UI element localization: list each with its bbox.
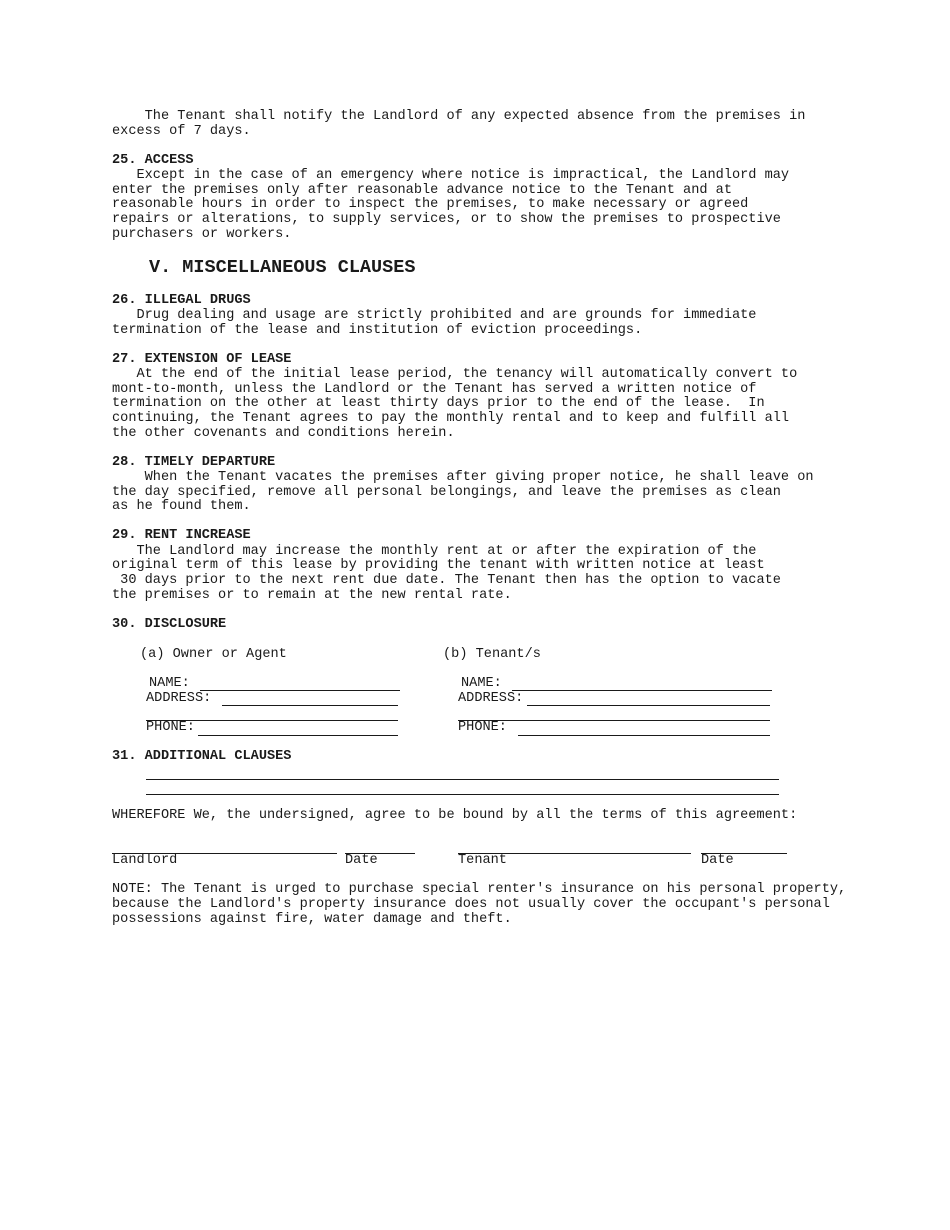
- insurance-note-line: NOTE: The Tenant is urged to purchase special renter's insurance on his personal property,: [112, 882, 847, 897]
- landlord-signature-label: Landlord: [112, 853, 178, 868]
- owner-address-field[interactable]: [222, 705, 398, 706]
- additional-clause-line-2[interactable]: [146, 794, 779, 795]
- insurance-note-line: because the Landlord's property insurance does not usually cover the occupant's personal: [112, 897, 830, 912]
- illegal-drugs-heading: 26. ILLEGAL DRUGS: [112, 293, 251, 308]
- extension-text-line: continuing, the Tenant agrees to pay the monthly rental and to keep and fulfill all: [112, 411, 790, 426]
- access-text-line: Except in the case of an emergency where notice is impractical, the Landlord may: [112, 168, 790, 183]
- tenant-name-label: NAME:: [461, 676, 502, 691]
- additional-clause-line-1[interactable]: [146, 779, 779, 780]
- section-title: V. MISCELLANEOUS CLAUSES: [149, 257, 416, 278]
- owner-phone-field[interactable]: [198, 735, 398, 736]
- absence-notice-line-2: excess of 7 days.: [112, 124, 251, 139]
- access-text-line: reasonable hours in order to inspect the premises, to make necessary or agreed: [112, 197, 749, 212]
- extension-heading: 27. EXTENSION OF LEASE: [112, 352, 292, 367]
- extension-text-line: termination on the other at least thirty days prior to the end of the lease. In: [112, 396, 765, 411]
- owner-address-label: ADDRESS:: [146, 691, 212, 706]
- tenant-date-label: Date: [701, 853, 734, 868]
- absence-notice-line-1: The Tenant shall notify the Landlord of any expected absence from the premises in: [112, 109, 806, 124]
- extension-text-line: At the end of the initial lease period, the tenancy will automatically convert to: [112, 367, 798, 382]
- owner-phone-label: PHONE:: [146, 720, 195, 735]
- access-heading: 25. ACCESS: [112, 153, 194, 168]
- disclosure-heading: 30. DISCLOSURE: [112, 617, 227, 632]
- tenant-label: (b) Tenant/s: [443, 647, 541, 662]
- rent-increase-text-line: The Landlord may increase the monthly rent at or after the expiration of the: [112, 544, 757, 559]
- owner-agent-label: (a) Owner or Agent: [140, 647, 287, 662]
- rent-increase-text-line: 30 days prior to the next rent due date. The Tenant then has the option to vacate: [112, 573, 781, 588]
- access-text-line: purchasers or workers.: [112, 227, 292, 242]
- extension-text-line: the other covenants and conditions herein.: [112, 426, 455, 441]
- rent-increase-text-line: the premises or to remain at the new rental rate.: [112, 588, 512, 603]
- departure-text-line: When the Tenant vacates the premises after giving proper notice, he shall leave on: [112, 470, 814, 485]
- owner-name-field[interactable]: [200, 690, 400, 691]
- illegal-drugs-text-line: termination of the lease and institution of eviction proceedings.: [112, 323, 643, 338]
- access-text-line: enter the premises only after reasonable advance notice to the Tenant and at: [112, 183, 732, 198]
- owner-name-label: NAME:: [149, 676, 190, 691]
- landlord-date-label: Date: [345, 853, 378, 868]
- rent-increase-text-line: original term of this lease by providing the tenant with written notice at least: [112, 558, 765, 573]
- tenant-address-label: ADDRESS:: [458, 691, 524, 706]
- rent-increase-heading: 29. RENT INCREASE: [112, 528, 251, 543]
- wherefore-statement: WHEREFORE We, the undersigned, agree to be bound by all the terms of this agreement:: [112, 808, 798, 823]
- departure-heading: 28. TIMELY DEPARTURE: [112, 455, 276, 470]
- tenant-address-field[interactable]: [527, 705, 770, 706]
- tenant-phone-field[interactable]: [518, 735, 770, 736]
- illegal-drugs-text-line: Drug dealing and usage are strictly prohibited and are grounds for immediate: [112, 308, 757, 323]
- access-text-line: repairs or alterations, to supply services, or to show the premises to prospective: [112, 212, 781, 227]
- extension-text-line: mont-to-month, unless the Landlord or the Tenant has served a written notice of: [112, 382, 757, 397]
- additional-clauses-heading: 31. ADDITIONAL CLAUSES: [112, 749, 292, 764]
- departure-text-line: the day specified, remove all personal belongings, and leave the premises as clean: [112, 485, 781, 500]
- departure-text-line: as he found them.: [112, 499, 251, 514]
- tenant-name-field[interactable]: [512, 690, 772, 691]
- tenant-phone-label: PHONE:: [458, 720, 507, 735]
- tenant-signature-label: Tenant: [458, 853, 507, 868]
- insurance-note-line: possessions against fire, water damage and theft.: [112, 912, 512, 927]
